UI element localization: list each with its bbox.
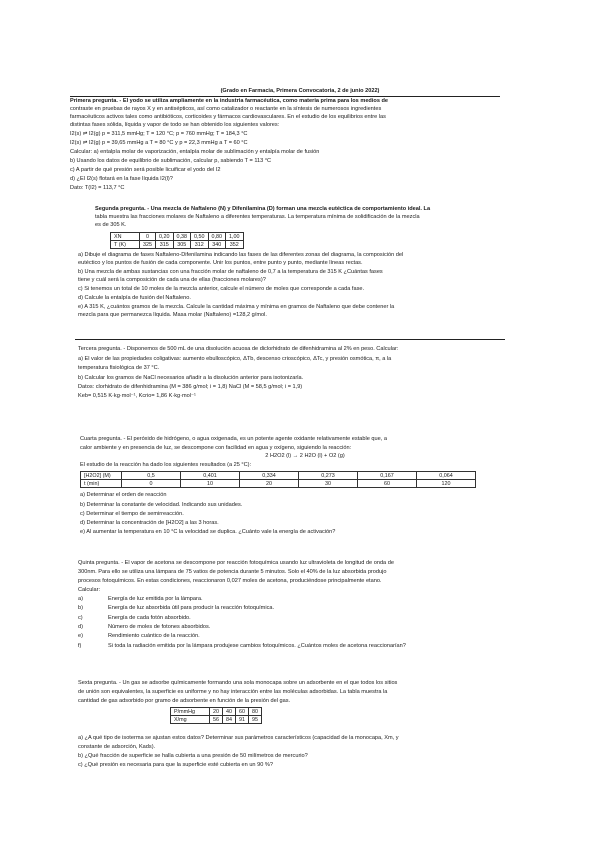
table-cell: P/mmHg	[171, 708, 210, 716]
q6-item: a) ¿A qué tipo de isoterma se ajustan estos datos? Determinar sus parámetros característicos (capacidad de la monocapa, Xm, y	[78, 735, 399, 741]
q3-line: Keb= 0,515 K·kg·mol⁻¹, Kcrio= 1,86 K·kg·mol⁻¹	[78, 393, 196, 399]
q4-item: a) Determinar el orden de reacción	[80, 492, 167, 498]
table-cell: 305	[173, 241, 191, 249]
table-cell: 0,5	[122, 472, 181, 480]
table-cell: 0,064	[417, 472, 476, 480]
table-cell: 312	[191, 241, 209, 249]
table-cell: X/mg	[171, 716, 210, 724]
q4-line: calor ambiente y en presencia de luz, se descompone con facilidad en agua y oxígeno, siguiendo la reacción:	[80, 445, 352, 451]
table-cell: 315	[156, 241, 174, 249]
q3-line: temperatura fisiológica de 37 °C.	[78, 365, 160, 371]
q4-item: e) Al aumentar la temperatura en 10 °C la velocidad se duplica. ¿Cuánto vale la energía de activación?	[80, 529, 336, 535]
table-cell: 1,00	[226, 233, 244, 241]
q4-line: Cuarta pregunta. - El peróxido de hidrógeno, o agua oxigenada, es un potente agente oxidante relativamente estable que, a	[80, 436, 387, 442]
q2-item: eutéctico y los puntos de fusión de cada componente. Unir los puntos, entre punto y punto, mediante líneas rectas.	[78, 260, 363, 266]
q4-line: El estudio de la reacción ha dado los siguientes resultados (a 25 °C):	[80, 462, 252, 468]
table-row	[81, 472, 476, 480]
q5-item-text: Energía de luz absorbida útil para producir la reacción fotoquímica.	[108, 605, 275, 611]
table-cell: 56	[210, 716, 223, 724]
q6-line: de unión son equivalentes, la superficie es uniforme y no hay interacción entre las moléculas adsorbidas. La tabla muestra la	[78, 689, 388, 695]
q3-line: Datos: clorhidrato de difenhidramina (M = 386 g/mol; i = 1,8) NaCl (M = 58,5 g/mol; i = 1,9)	[78, 384, 303, 390]
table-cell: 84	[223, 716, 236, 724]
q3-line: b) Calcular los gramos de NaCl necesarios añadir a la disolución anterior para isotonizarla.	[78, 375, 304, 381]
q5-line: 300nm. Para ello se utiliza una lámpara de 75 vatios de potencia durante 5 minutos. Solo el 40% de la luz absorbida produjo	[78, 569, 387, 575]
table-row	[171, 708, 262, 716]
table-cell: 80	[249, 708, 262, 716]
phase-data-table	[110, 232, 244, 249]
q2-item: tiene y cuál será la composición de cada una de ellas (fracciones molares)?	[78, 277, 266, 283]
q1-line: Dato: T(I2) = 113,7 °C	[70, 185, 125, 191]
q2-line: tabla muestra las fracciones molares de Naftaleno a diferentes temperaturas. La temperatura mínima de solidificación de la mezcla	[95, 214, 420, 220]
table-cell: 91	[236, 716, 249, 724]
table-row	[111, 241, 244, 249]
exam-header: (Grado en Farmacia, Primera Convocatoria, 2 de junio 2022)	[220, 88, 380, 94]
section-rule	[75, 339, 505, 340]
table-cell: 40	[223, 708, 236, 716]
q1-line: distintas fases sólida, líquida y vapor de todo se han obtenido los siguientes valores:	[70, 122, 280, 128]
q1-line: Primera pregunta. - El yodo se utiliza ampliamente en la industria farmacéutica, como materia prima para los medios de	[70, 98, 389, 104]
q1-line: c) A partir de qué presión será posible licuificar el yodo del I2	[70, 167, 221, 173]
q5-item-letter: e)	[78, 633, 83, 639]
table-cell: XN	[111, 233, 140, 241]
table-cell: 10	[181, 480, 240, 488]
table-cell: 0,80	[208, 233, 226, 241]
q2-item: a) Dibuje el diagrama de fases Naftaleno-Difenilamina indicando las fases de las diferentes zonas del diagrama, la composición del	[78, 252, 404, 258]
table-cell: 0	[122, 480, 181, 488]
adsorption-data-table	[170, 707, 262, 724]
table-cell: 30	[299, 480, 358, 488]
q5-line: procesos fotoquímicos. En estas condiciones, reaccionaron 0,027 moles de acetona, produciéndose principalmente etano.	[78, 578, 382, 584]
q5-item-text: Número de moles de fotones absorbidos.	[108, 624, 211, 630]
q6-item: c) ¿Qué presión es necesaria para que la superficie esté cubierta en un 90 %?	[78, 762, 273, 768]
q6-line: Sexta pregunta. - Un gas se adsorbe químicamente formando una sola monocapa sobre un adsorbente en el que todos los sitios	[78, 680, 398, 686]
q1-line: Calcular: a) entalpía molar de vaporización, entalpía molar de sublimación y entalpía molar de fusión	[70, 149, 320, 155]
q6-item: b) ¿Qué fracción de superficie se halla cubierta a una presión de 50 milímetros de mercurio?	[78, 753, 308, 759]
q5-item-text: Energía de cada fotón absorbido.	[108, 615, 191, 621]
q2-item: c) Si tenemos un total de 10 moles de la mezcla anterior, calcule el número de moles que corresponde a cada fase.	[78, 286, 365, 292]
table-cell: 0,50	[191, 233, 209, 241]
table-cell: 20	[210, 708, 223, 716]
q2-item: b) Una mezcla de ambas sustancias con una fracción molar de naftaleno de 0,7 a la temperatura de 315 K ¿Cuántas fases	[78, 269, 383, 275]
q5-item-letter: c)	[78, 615, 83, 621]
table-cell: 20	[240, 480, 299, 488]
table-cell: 0,20	[156, 233, 174, 241]
header-rule	[70, 96, 500, 97]
q2-item: d) Calcule la entalpía de fusión del Naftaleno.	[78, 295, 191, 301]
q5-item-letter: d)	[78, 624, 83, 630]
q5-line: Calcular:	[78, 587, 101, 593]
table-cell: 120	[417, 480, 476, 488]
q5-line: Quinta pregunta. - El vapor de acetona se descompone por reacción fotoquímica usando luz ultravioleta de longitud de onda de	[78, 560, 394, 566]
q2-item: mezcla para que permanezca líquida. Masa molar (Naftaleno) =128,2 g/mol.	[78, 312, 267, 318]
q3-line: a) El valor de las propiedades coligativas: aumento ebulloscópico, ΔTb, descenso crioscópico, ΔTc, y presión osmótica, π, a la	[78, 356, 392, 362]
q6-item: constante de adsorción, Kads).	[78, 744, 156, 750]
q4-reaction: 2 H2O2 (l) → 2 H2O (l) + O2 (g)	[265, 453, 345, 459]
q2-line: es de 305 K.	[95, 222, 127, 228]
q1-line: contraste en pruebas de rayos X y en antisépticos, así como catalizador o reactante en la síntesis de numerosos ingredientes	[70, 106, 382, 112]
q2-line: Segunda pregunta. - Una mezcla de Naftaleno (N) y Difenilamina (D) forman una mezcla eutéctica de comportamiento ideal. La	[95, 206, 431, 212]
q1-line: I2(s) ⇌ I2(g) p = 39,65 mmHg a T = 80 °C y p = 22,3 mmHg a T = 60 °C	[70, 140, 248, 146]
table-cell: 0,167	[358, 472, 417, 480]
q5-item-text: Energía de luz emitida por la lámpara.	[108, 596, 203, 602]
table-cell: 352	[226, 241, 244, 249]
table-cell: 0,334	[240, 472, 299, 480]
table-cell: 0,273	[299, 472, 358, 480]
table-row	[81, 480, 476, 488]
q6-line: cantidad de gas adsorbido por gramo de adsorbente en función de la presión del gas.	[78, 698, 291, 704]
table-cell: t (min)	[81, 480, 122, 488]
q1-line: I2(s) ⇌ I2(g) p = 311,5 mmHg; T = 120 °C; p = 760 mmHg; T = 184,3 °C	[70, 131, 248, 137]
kinetics-data-table	[80, 471, 476, 488]
q5-item-letter: f)	[78, 643, 82, 649]
table-cell: [H2O2] (M)	[81, 472, 122, 480]
q4-item: b) Determinar la constante de velocidad. Indicando sus unidades.	[80, 502, 243, 508]
q4-item: c) Determinar el tiempo de semirreacción.	[80, 511, 184, 517]
q1-line: farmacéuticos activos tales como antibióticos, corticoides y fármacos cardiovasculares. En el estudio de los equilibrios entre las	[70, 114, 386, 120]
table-cell: 0,401	[181, 472, 240, 480]
q5-item-letter: b)	[78, 605, 83, 611]
q1-line: d) ¿El I2(s) flotará en la fase líquida I2(l)?	[70, 176, 173, 182]
table-cell: T (K)	[111, 241, 140, 249]
q5-item-text: Si toda la radiación emitida por la lámpara produjese cambios fotoquímicos. ¿Cuántos moles de acetona reaccionarían?	[108, 643, 406, 649]
q2-item: e) A 315 K, ¿cuántos gramos de la mezcla. Calcule la cantidad máxima y mínima en gramos de Naftaleno que debe contener la	[78, 304, 395, 310]
table-cell: 340	[208, 241, 226, 249]
table-row	[171, 716, 262, 724]
q5-item-letter: a)	[78, 596, 83, 602]
table-cell: 0,38	[173, 233, 191, 241]
table-cell: 60	[358, 480, 417, 488]
q3-line: Tercera pregunta. - Disponemos de 500 mL de una disolución acuosa de diclorhidrato de difenhidramina al 2% en peso. Calcular:	[78, 346, 399, 352]
table-cell: 0	[140, 233, 156, 241]
q5-item-text: Rendimiento cuántico de la reacción.	[108, 633, 200, 639]
table-row	[111, 233, 244, 241]
q4-item: d) Determinar la concentración de [H2O2] a las 3 horas.	[80, 520, 219, 526]
table-cell: 60	[236, 708, 249, 716]
q1-line: b) Usando los datos de equilibrio de sublimación, calcular p, sabiendo T = 113 °C	[70, 158, 272, 164]
table-cell: 325	[140, 241, 156, 249]
table-cell: 95	[249, 716, 262, 724]
